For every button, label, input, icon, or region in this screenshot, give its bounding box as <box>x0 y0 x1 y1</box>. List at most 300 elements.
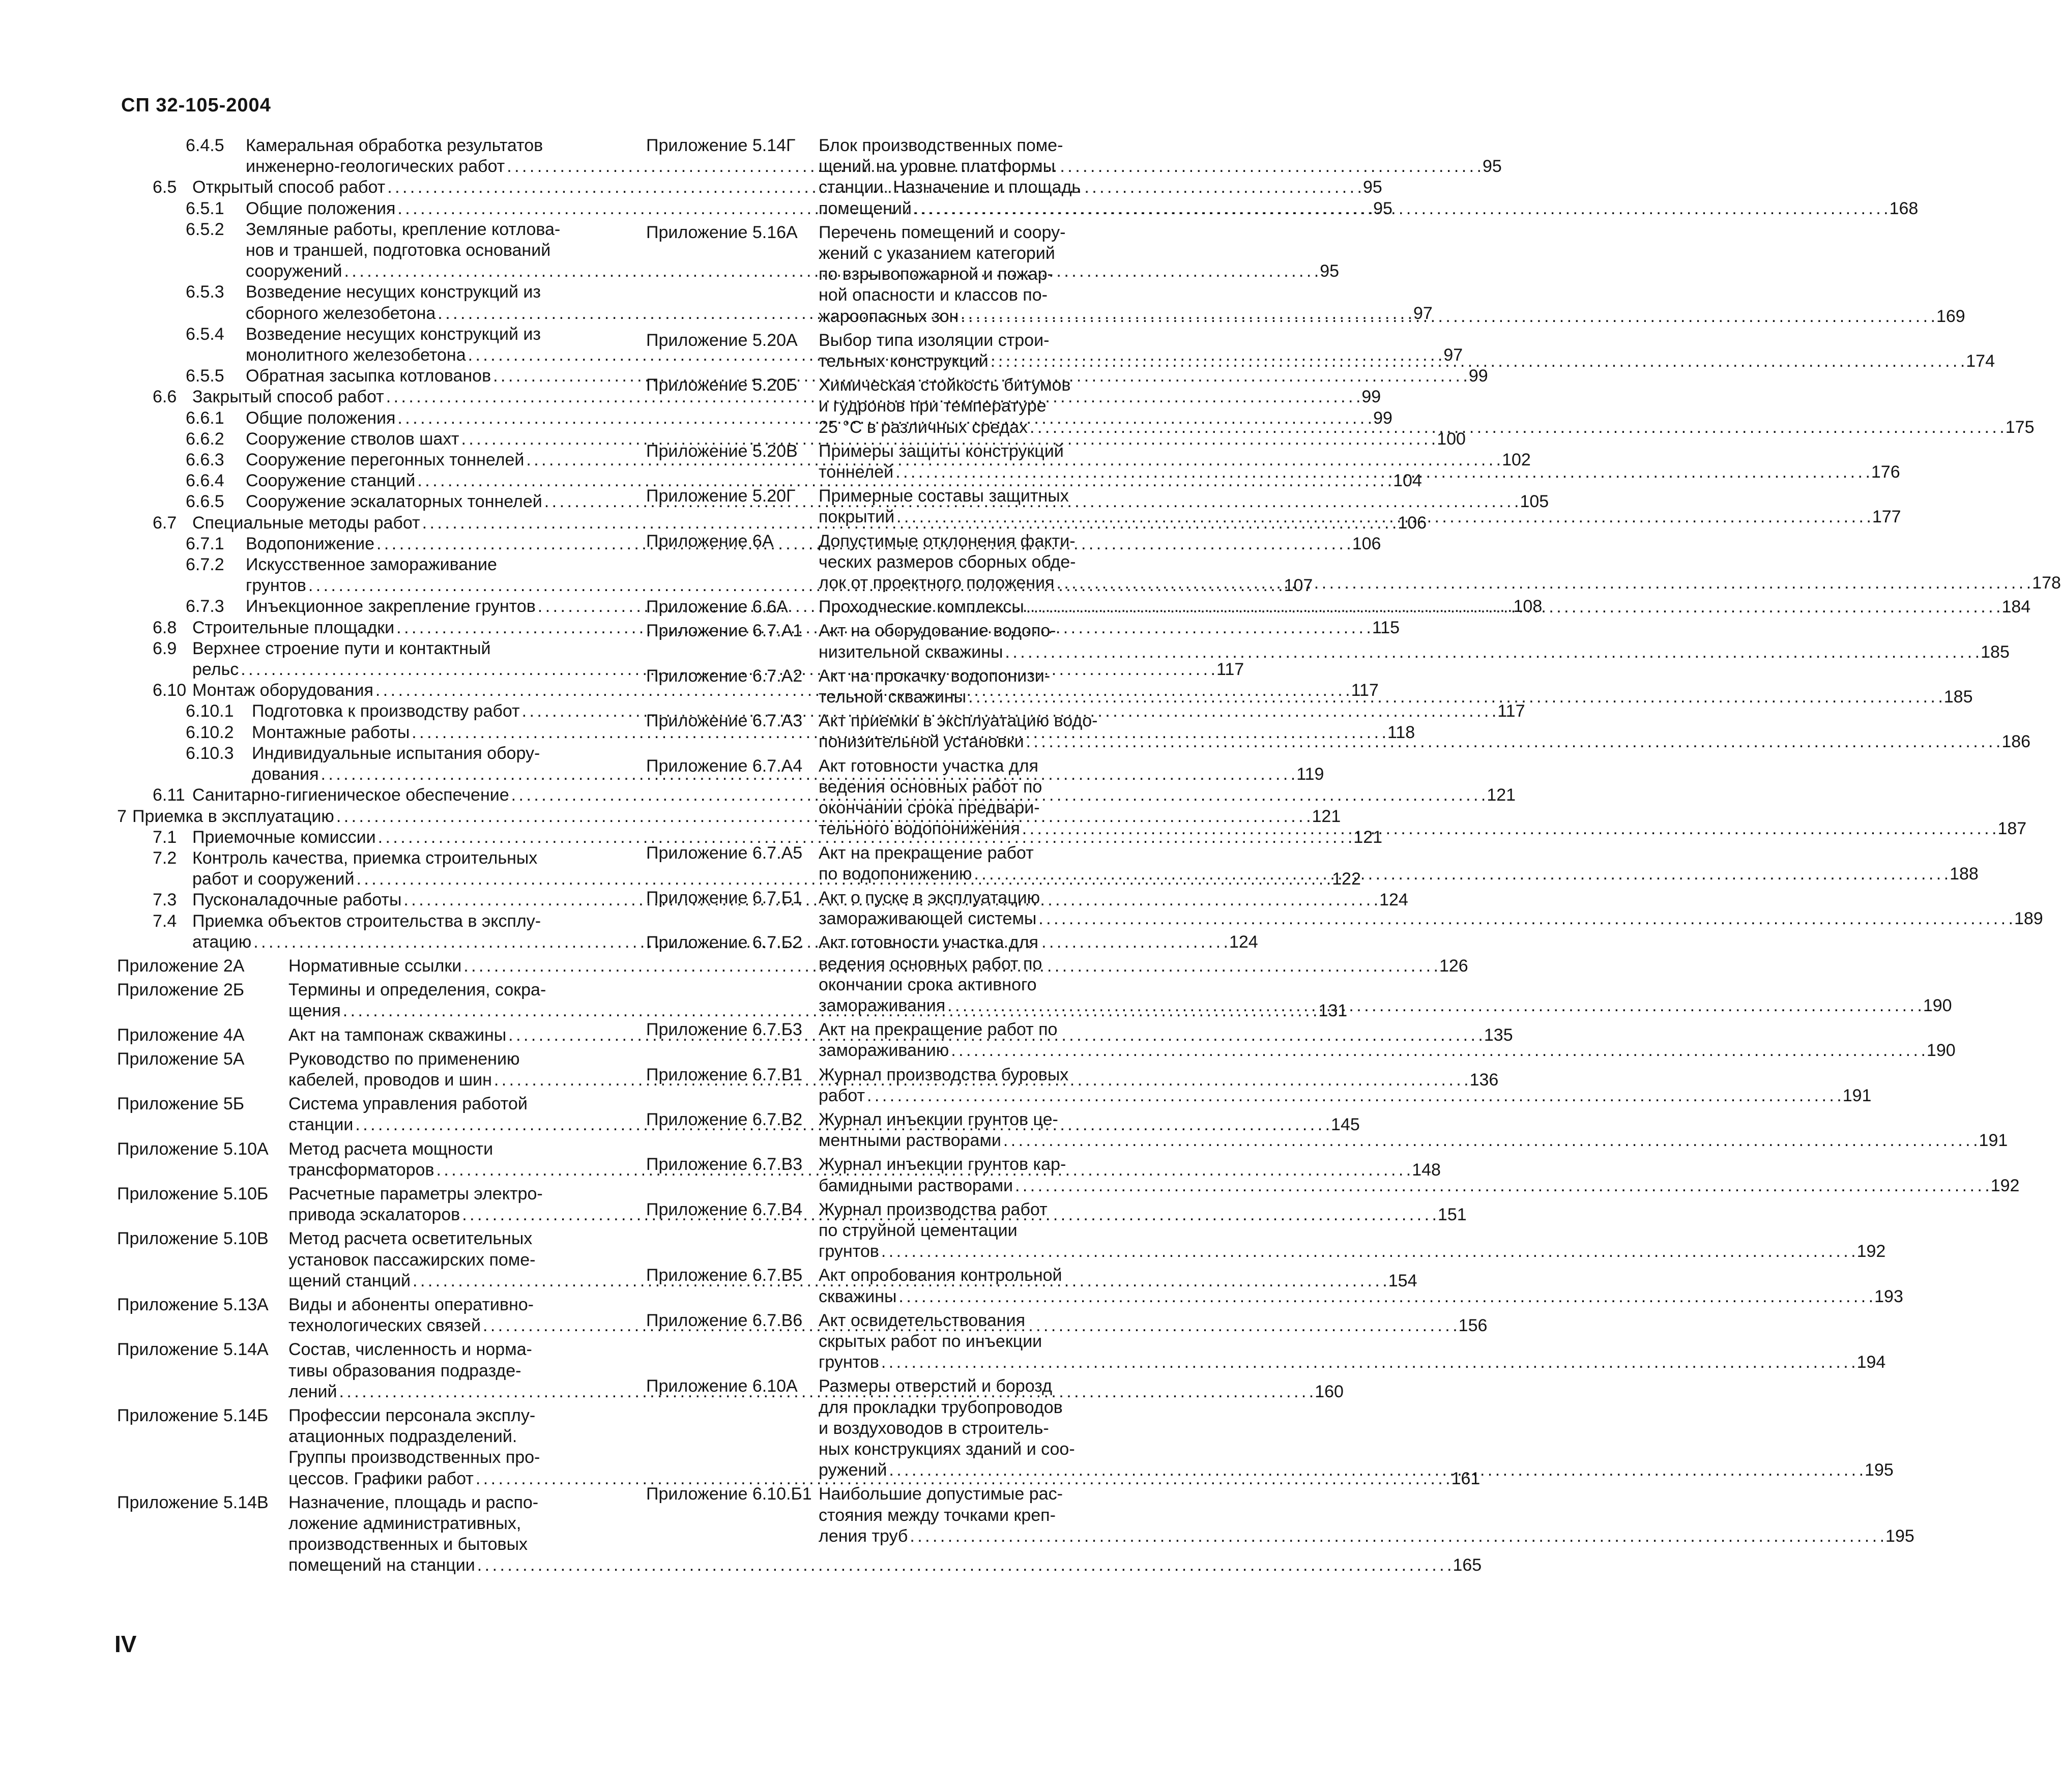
toc-entry-line <box>819 777 2026 798</box>
toc-entry-line <box>819 995 1952 1016</box>
toc-entry-text: покрытий <box>819 507 895 527</box>
toc-entry-line <box>819 731 2030 752</box>
toc-entry-line <box>819 1418 1894 1439</box>
toc-entry-line <box>819 375 2034 396</box>
toc-entry-line <box>819 531 2061 552</box>
toc-entry-text: замораживанию <box>819 1041 949 1061</box>
toc-entry-text: по взрывопожарной и пожар- <box>819 265 1053 284</box>
appendix-label: Приложение 5.20А <box>646 330 798 350</box>
dot-leader <box>974 864 1948 885</box>
section-number: 6.5.1 <box>186 198 224 218</box>
appendix-label: Приложение 5.10А <box>117 1139 269 1159</box>
toc-entry-text: Акт опробования контрольной <box>819 1266 1062 1285</box>
toc-entry-line <box>819 306 1965 327</box>
toc-entry-line <box>819 864 1979 885</box>
appendix-label: Приложение 5.20В <box>646 441 798 461</box>
toc-page-number: 151 <box>1437 1205 1467 1225</box>
appendix-label: Приложение 6.6А <box>646 597 788 617</box>
appendix-title <box>819 888 2043 929</box>
appendix-label: Приложение 6А <box>646 531 774 551</box>
toc-page-number: 178 <box>2032 573 2061 593</box>
toc-entry-line <box>819 1439 1894 1460</box>
toc-page-number: 174 <box>1966 351 1995 371</box>
toc-entry-text: щений на уровне платформы <box>819 157 1056 177</box>
toc-entry-line <box>819 711 2030 731</box>
section-number: 6.10.3 <box>186 743 234 763</box>
toc-page-number: 191 <box>1979 1131 2008 1151</box>
toc-entry-text: помещений на станции <box>288 1555 475 1575</box>
appendix-title <box>819 932 1952 1016</box>
toc-entry-text: для прокладки трубопроводов <box>819 1397 1063 1417</box>
toc-page-number: 176 <box>1871 462 1900 482</box>
toc-entry-line <box>819 642 2010 663</box>
section-number: 6.5.2 <box>186 219 224 239</box>
appendix-title <box>819 135 1918 219</box>
appendix-label: Приложение 6.7.Б1 <box>646 888 802 907</box>
toc-entry-text: Камеральная обработка результатов <box>246 136 543 155</box>
toc-page-number: 95 <box>1482 157 1502 177</box>
dot-leader <box>1056 573 2030 594</box>
toc-entry-text: Метод расчета осветительных <box>288 1229 533 1249</box>
toc-page-number: 161 <box>1451 1468 1481 1488</box>
dot-leader <box>1005 642 1979 663</box>
toc-entry-text: Приемка в эксплуатацию <box>132 806 334 826</box>
toc-entry-text: замораживающей системы <box>819 909 1037 929</box>
toc-entry-text: Сооружение стволов шахт <box>246 429 459 449</box>
toc-entry-line <box>819 666 1973 687</box>
dot-leader <box>961 306 1934 327</box>
toc-page-number: 99 <box>1361 387 1381 407</box>
appendix-title <box>819 1484 1914 1547</box>
appendix-title <box>819 375 2034 438</box>
toc-entry-line <box>819 818 2026 839</box>
appendix-title <box>819 1109 2008 1151</box>
toc-entry-text: ментными растворами <box>819 1131 1001 1151</box>
section-number: 6.5.3 <box>186 282 224 302</box>
toc-page-number: 156 <box>1458 1316 1488 1336</box>
toc-entry-text: цессов. Графики работ <box>288 1468 474 1488</box>
dot-leader <box>947 995 1921 1016</box>
toc-page-number: 122 <box>1332 869 1361 889</box>
toc-page-number: 148 <box>1412 1160 1441 1180</box>
toc-entry-line <box>819 1460 1894 1481</box>
toc-entry-text: Акт на прокачку водопонизи- <box>819 666 1051 686</box>
dot-leader <box>1026 597 2000 618</box>
appendix-label: Приложение 6.7.В2 <box>646 1109 803 1129</box>
section-number: 6.9 <box>153 638 177 658</box>
toc-entry-text: Термины и определения, сокра- <box>288 980 546 1000</box>
appendix-label: Приложение 5.14Б <box>117 1405 269 1425</box>
toc-entry-text: Верхнее строение пути и контактный <box>192 638 491 658</box>
section-number: 6.5.5 <box>186 366 224 386</box>
toc-entry-line <box>819 1397 1894 1418</box>
dot-leader <box>867 1085 1841 1106</box>
toc-entry-text: жароопасных зон <box>819 306 959 326</box>
toc-entry-text: тоннелей <box>819 462 894 482</box>
appendix-label: Приложение 6.7.Б3 <box>646 1020 802 1040</box>
toc-page-number: 195 <box>1865 1460 1894 1480</box>
dot-leader <box>1022 818 1996 839</box>
appendix-label: Приложение 6.7.А1 <box>646 621 803 641</box>
toc-entry-text: тельной скважины <box>819 687 967 707</box>
toc-entry-text: грунтов <box>819 1353 879 1372</box>
appendix-label: Приложение 6.10.Б1 <box>646 1484 812 1504</box>
toc-entry-text: Контроль качества, приемка строительных <box>192 848 538 868</box>
toc-entry-text: Инъекционное закрепление грунтов <box>246 597 536 616</box>
appendix-label: Приложение 6.7.В3 <box>646 1155 803 1174</box>
toc-entry-line <box>819 198 1918 219</box>
section-number: 6.10.2 <box>186 722 234 742</box>
toc-entry-text: дования <box>252 765 319 784</box>
toc-entry-text: Сооружение перегонных тоннелей <box>246 450 525 470</box>
toc-page-number: 104 <box>1393 471 1422 491</box>
toc-page-number: 184 <box>2001 597 2031 617</box>
appendix-title <box>819 666 1973 708</box>
toc-entry-text: Подготовка к производству работ <box>252 701 520 721</box>
toc-entry-text: Монтажные работы <box>252 722 410 742</box>
dot-leader <box>914 198 1888 219</box>
toc-entry-text: стояния между точками креп- <box>819 1505 1056 1525</box>
toc-entry-text: помещений <box>819 198 912 218</box>
section-number: 6.8 <box>153 618 177 637</box>
dot-leader <box>1030 417 2004 438</box>
toc-entry-text: 25 °С в различных средах <box>819 417 1028 437</box>
appendix-title <box>819 486 1901 527</box>
toc-entry-text: Обратная засыпка котлованов <box>246 366 491 386</box>
dot-leader <box>968 687 1942 708</box>
toc-entry-line <box>819 932 1952 953</box>
toc-entry-text: Акт на оборудование водопо- <box>819 621 1056 641</box>
toc-entry-text: сооружений <box>246 261 342 281</box>
toc-entry-text: Пусконаладочные работы <box>192 890 402 910</box>
toc-page-number: 154 <box>1388 1271 1417 1290</box>
toc-entry-text: установок пассажирских поме- <box>288 1250 536 1270</box>
toc-page-number: 185 <box>1981 642 2010 662</box>
toc-entry-text: Приемка объектов строительства в эксплу- <box>192 911 541 931</box>
toc-entry-text: атацию <box>192 932 252 952</box>
toc-entry-text: Возведение несущих конструкций из <box>246 324 541 344</box>
appendix-label: Приложение 5.10Б <box>117 1184 269 1203</box>
section-number: 6.11 <box>153 785 185 805</box>
section-number: 7 <box>117 806 127 826</box>
toc-entry-line <box>819 243 1965 264</box>
appendix-title <box>819 597 2030 618</box>
toc-entry-line <box>819 1376 1894 1397</box>
toc-entry-line <box>819 285 1965 306</box>
toc-page-number: 95 <box>1362 178 1382 197</box>
appendix-label: Приложение 5.14В <box>117 1492 269 1512</box>
toc-page-number: 187 <box>1997 819 2027 839</box>
document-header: СП 32-105-2004 <box>121 95 271 116</box>
toc-page-number: 177 <box>1872 507 1901 527</box>
toc-page-number: 189 <box>2014 909 2043 929</box>
toc-entry-line <box>819 597 2030 618</box>
toc-page-number: 121 <box>1312 806 1341 826</box>
toc-page-number: 105 <box>1520 492 1549 512</box>
toc-entry-text: Акт на прекращение работ по <box>819 1020 1058 1040</box>
appendix-label: Приложение 2А <box>117 956 245 976</box>
toc-entry-text: щений станций <box>288 1271 411 1290</box>
appendix-label: Приложение 4А <box>117 1025 245 1045</box>
toc-page-number: 190 <box>1923 995 1952 1015</box>
appendix-title <box>819 1199 1885 1262</box>
toc-entry-line <box>819 756 2026 777</box>
appendix-title <box>819 621 2010 662</box>
toc-page-number: 117 <box>1216 660 1244 680</box>
appendix-title <box>819 222 1965 327</box>
toc-entry-text: сборного железобетона <box>246 303 436 323</box>
toc-entry-text: Размеры отверстий и борозд <box>819 1376 1052 1396</box>
toc-entry-text: Проходческие комплексы <box>819 597 1024 617</box>
toc-entry-line <box>819 843 1979 864</box>
toc-entry-text: рельс <box>192 660 239 680</box>
dot-leader <box>951 1040 1925 1061</box>
toc-entry-text: Водопонижение <box>246 534 375 553</box>
appendix-label: Приложение 6.7.А2 <box>646 666 803 686</box>
toc-entry-text: Профессии персонала эксплу- <box>288 1405 536 1425</box>
toc-entry-line <box>819 330 1995 351</box>
toc-entry-text: Акт приемки в эксплуатацию водо- <box>819 711 1098 731</box>
toc-entry-text: Примерные составы защитных <box>819 486 1069 506</box>
toc-entry-line <box>819 908 2043 929</box>
toc-entry-line <box>819 1199 1885 1220</box>
toc-entry-text: скважины <box>819 1286 897 1306</box>
toc-entry-text: монолитного железобетона <box>246 345 466 365</box>
appendix-title <box>819 330 1995 372</box>
appendix-label: Приложение 6.7.А3 <box>646 711 803 731</box>
toc-entry-text: окончании срока предвари- <box>819 798 1040 818</box>
toc-page-number: 99 <box>1373 408 1392 428</box>
toc-entry-line <box>819 156 1918 177</box>
toc-entry-text: Примеры защиты конструкций <box>819 441 1064 461</box>
toc-page-number: 95 <box>1373 198 1392 218</box>
toc-entry-text: Приемочные комиссии <box>192 827 376 847</box>
toc-entry-text: Журнал инъекции грунтов кар- <box>819 1155 1066 1174</box>
toc-entry-line <box>819 486 1901 507</box>
appendix-title <box>819 1154 2019 1196</box>
toc-entry-text: Виды и абоненты оперативно- <box>288 1295 534 1314</box>
toc-entry-text: ческих размеров сборных обде- <box>819 552 1076 572</box>
appendix-label: Приложение 5.20Г <box>646 486 796 506</box>
toc-entry-line <box>819 1484 1914 1505</box>
toc-entry-text: по водопонижению <box>819 864 972 884</box>
toc-entry-text: тивы образования подразде- <box>288 1361 521 1380</box>
dot-leader <box>1038 908 2012 929</box>
appendix-label: Приложение 6.7.А4 <box>646 756 803 776</box>
section-number: 6.6.4 <box>186 471 224 491</box>
toc-entry-text: Акт готовности участка для <box>819 756 1038 776</box>
appendix-label: Приложение 5А <box>117 1049 245 1069</box>
toc-entry-text: Акт освидетельствования <box>819 1310 1025 1330</box>
toc-entry-text: Наибольшие допустимые рас- <box>819 1484 1063 1504</box>
toc-entry-line <box>819 1505 1914 1526</box>
toc-entry-text: замораживания <box>819 995 946 1015</box>
toc-page-number: 194 <box>1856 1353 1886 1372</box>
section-number: 7.1 <box>153 827 177 847</box>
section-number: 6.5 <box>153 178 177 197</box>
appendix-label: Приложение 2Б <box>117 980 245 1000</box>
toc-entry-text: кабелей, проводов и шин <box>288 1070 492 1090</box>
toc-entry-line <box>819 462 1900 483</box>
dot-leader <box>1003 1130 1977 1151</box>
toc-entry-text: Акт на тампонаж скважины <box>288 1025 507 1045</box>
dot-leader <box>477 1555 1451 1576</box>
toc-entry-text: Выбор типа изоляции строи- <box>819 330 1050 350</box>
appendix-label: Приложение 6.7.В6 <box>646 1310 803 1330</box>
toc-page-number: 95 <box>1320 261 1340 281</box>
toc-entry-line <box>819 1241 1885 1262</box>
dot-leader <box>1015 1176 1989 1196</box>
toc-page-number: 131 <box>1318 1001 1348 1021</box>
toc-entry-text: производственных и бытовых <box>288 1535 528 1554</box>
dot-leader <box>910 1526 1883 1547</box>
appendix-label: Приложение 6.7.А5 <box>646 843 803 863</box>
dot-leader <box>896 507 1870 527</box>
toc-entry-text: Специальные методы работ <box>192 513 420 533</box>
toc-entry-line <box>819 396 2034 417</box>
toc-entry-text: и воздуховодов в строитель- <box>819 1418 1049 1438</box>
toc-entry-line <box>819 975 1952 995</box>
appendix-title <box>819 1376 1894 1481</box>
toc-page-number: 97 <box>1443 345 1463 365</box>
toc-entry-text: скрытых работ по инъекции <box>819 1331 1042 1351</box>
toc-section-entry[interactable] <box>117 429 1466 450</box>
toc-page-number: 100 <box>1437 429 1466 449</box>
toc-page-number: 192 <box>1990 1176 2020 1195</box>
toc-page-number: 106 <box>1352 534 1381 553</box>
toc-entry-text: Санитарно-гигиеническое обеспечение <box>192 785 509 805</box>
section-number: 6.6.5 <box>186 492 224 512</box>
toc-page-number: 115 <box>1372 618 1400 637</box>
toc-entry-line <box>819 222 1965 243</box>
toc-page-number: 168 <box>1889 198 1919 218</box>
toc-entry-text: Открытый способ работ <box>192 178 386 197</box>
toc-entry-text: Сооружение эскалаторных тоннелей <box>246 492 542 512</box>
toc-entry-text: Система управления работой <box>288 1094 528 1114</box>
toc-entry-line <box>819 177 1918 198</box>
toc-entry-text: работ <box>819 1085 865 1105</box>
toc-entry-text: лений <box>288 1382 337 1401</box>
toc-entry-text: Акт готовности участка для <box>819 933 1038 953</box>
toc-entry-text: Журнал производства работ <box>819 1199 1048 1219</box>
appendix-title <box>819 843 1979 885</box>
toc-page-number: 124 <box>1379 890 1408 910</box>
toc-entry-line <box>819 417 2034 438</box>
toc-entry-line <box>819 621 2010 641</box>
toc-page-number: 192 <box>1856 1242 1886 1261</box>
dot-leader <box>881 1241 1855 1262</box>
toc-entry-text: Индивидуальные испытания обору- <box>252 743 540 763</box>
toc-entry-text: привода эскалаторов <box>288 1205 460 1225</box>
toc-entry-text: Строительные площадки <box>192 618 395 637</box>
section-number: 6.6.1 <box>186 408 224 428</box>
appendix-label: Приложение 5.14А <box>117 1340 269 1360</box>
toc-entry-text: Акт на прекращение работ <box>819 843 1034 863</box>
appendix-label: Приложение 5Б <box>117 1094 245 1114</box>
toc-entry-text: Метод расчета мощности <box>288 1139 494 1159</box>
section-number: 7.4 <box>153 911 177 931</box>
toc-entry-text: Акт о пуске в эксплуатацию <box>819 888 1040 907</box>
toc-entry-line <box>819 1220 1885 1241</box>
toc-entry-text: Монтаж оборудования <box>192 681 373 700</box>
toc-entry-line <box>819 264 1965 285</box>
toc-entry-text: тельного водопонижения <box>819 819 1020 839</box>
toc-entry-text: тельных конструкций <box>819 351 989 371</box>
toc-entry-text: ведения основных работ по <box>819 954 1042 974</box>
toc-entry-text: Допустимые отклонения факти- <box>819 531 1076 551</box>
toc-page-number: 121 <box>1353 827 1383 847</box>
appendix-title <box>819 1019 1956 1061</box>
toc-entry-line <box>819 1130 2008 1151</box>
toc-entry-text: лок от проектного положения <box>819 573 1055 593</box>
toc-entry-line <box>819 1176 2019 1196</box>
appendix-label: Приложение 5.10В <box>117 1229 269 1249</box>
appendix-title <box>819 531 2061 594</box>
toc-page-number: 185 <box>1943 687 1973 707</box>
toc-entry-line <box>819 1040 1956 1061</box>
toc-entry-text: бамидными растворами <box>819 1176 1013 1195</box>
toc-page-number: 190 <box>1926 1041 1956 1061</box>
toc-page-number: 97 <box>1413 303 1433 323</box>
toc-page-number: 191 <box>1842 1085 1872 1105</box>
section-number: 7.2 <box>153 848 177 868</box>
toc-entry-text: ружений <box>819 1460 887 1480</box>
toc-entry-line <box>819 1286 1903 1307</box>
toc-entry-text: грунтов <box>246 576 306 596</box>
toc-entry-text: щения <box>288 1001 341 1021</box>
toc-page-number: 117 <box>1351 681 1379 700</box>
toc-page-number: 118 <box>1387 722 1415 742</box>
toc-entry-text: Группы производственных про- <box>288 1448 540 1467</box>
toc-entry-text: Сооружение станций <box>246 471 416 491</box>
toc-entry-line <box>819 1154 2019 1175</box>
toc-entry-text: Земляные работы, крепление котлова- <box>246 219 561 239</box>
page-number: IV <box>114 1631 137 1657</box>
appendix-label: Приложение 6.7.Б2 <box>646 933 802 953</box>
toc-entry-text: жений с указанием категорий <box>819 244 1055 263</box>
toc-entry-text: технологических связей <box>288 1316 481 1336</box>
section-number: 6.6.2 <box>186 429 224 449</box>
toc-entry-line <box>819 507 1901 527</box>
section-number: 6.7.3 <box>186 597 224 616</box>
toc-entry-text: Закрытый способ работ <box>192 387 384 407</box>
section-number: 6.6 <box>153 387 177 407</box>
toc-entry-text: грунтов <box>819 1242 879 1261</box>
toc-page-number: 136 <box>1469 1070 1499 1090</box>
toc-page-number: 145 <box>1331 1115 1360 1135</box>
toc-entry-text: атационных подразделений. <box>288 1427 517 1447</box>
dot-leader <box>1026 731 2000 752</box>
toc-page-number: 99 <box>1468 366 1488 386</box>
section-number: 6.6.3 <box>186 450 224 470</box>
toc-appendix-entry[interactable] <box>646 1484 1914 1547</box>
appendix-title <box>819 1310 1885 1373</box>
toc-page-number: 186 <box>2001 732 2031 752</box>
toc-entry-line <box>819 1019 1956 1040</box>
toc-entry-line <box>819 441 1900 462</box>
toc-page-number: 175 <box>2005 417 2035 437</box>
toc-entry-text: Возведение несущих конструкций из <box>246 282 541 302</box>
toc-entry-text: Блок производственных поме- <box>819 136 1063 155</box>
toc-page-number: 119 <box>1296 765 1324 784</box>
toc-page-number: 102 <box>1502 450 1531 470</box>
toc-page-number: 195 <box>1885 1526 1914 1546</box>
toc-entry-text: Нормативные ссылки <box>288 956 462 976</box>
toc-page-number: 193 <box>1874 1286 1903 1306</box>
toc-entry-text: Расчетные параметры электро- <box>288 1184 543 1203</box>
section-number: 6.7 <box>153 513 177 533</box>
toc-entry-line <box>819 954 1952 975</box>
